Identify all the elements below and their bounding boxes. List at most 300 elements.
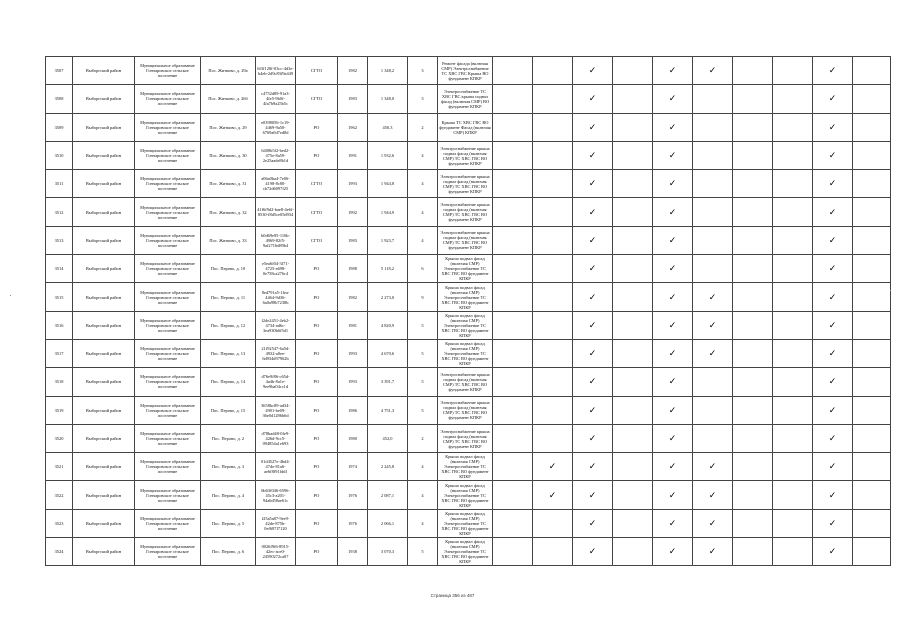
- work-cell: [653, 368, 693, 396]
- district-cell: Выборгский район: [73, 85, 135, 113]
- work-cell: [853, 481, 891, 509]
- work-cell: [853, 198, 891, 226]
- check-mark-icon: ✓: [828, 291, 837, 302]
- work-cell: [773, 339, 813, 367]
- work-cell: [653, 255, 693, 283]
- work-cell: [773, 85, 813, 113]
- work-cell: [533, 198, 573, 226]
- works-list-cell: Электроснабжение крыша подвал фасад (включая СМР) ТС ХВС ГВС ВО фундамент КПКР: [438, 424, 493, 452]
- check-mark-icon: ✓: [668, 517, 677, 528]
- floors-cell: 5: [408, 396, 438, 424]
- work-cell: [813, 113, 853, 141]
- address-cell: Пос. Перово, д. 3: [201, 453, 256, 481]
- house-guid-cell: f25a5a87-9ee9-42de-875b-0ef687f7120: [256, 509, 296, 537]
- work-cell: [813, 481, 853, 509]
- check-mark-icon: ✓: [588, 348, 597, 359]
- work-cell: [653, 481, 693, 509]
- floors-cell: 4: [408, 226, 438, 254]
- work-cell: [493, 453, 533, 481]
- work-cell: [653, 226, 693, 254]
- work-cell: [613, 198, 653, 226]
- work-cell: [613, 283, 653, 311]
- work-cell: [533, 538, 573, 566]
- house-guid-cell: b0d69e95-116b-4969-82f5-9af2716d89b4: [256, 226, 296, 254]
- district-cell: Выборгский район: [73, 538, 135, 566]
- work-cell: [733, 339, 773, 367]
- area-cell: 3 070,3: [368, 538, 408, 566]
- work-cell: [853, 424, 891, 452]
- house-guid-cell: f2de2451-4eb2-4734-ad6c-3ea930b6f5d1: [256, 311, 296, 339]
- row-number: 3510: [46, 141, 73, 169]
- management-cell: СГТО: [296, 226, 338, 254]
- work-cell: [693, 226, 733, 254]
- management-cell: РО: [296, 311, 338, 339]
- work-cell: [533, 226, 573, 254]
- year-cell: 1993: [338, 339, 368, 367]
- house-guid-cell: d76e9f86-c65d-4a4b-8a1e-9ee9ba04cc1d: [256, 368, 296, 396]
- works-list-cell: Электроснабжение крыша подвал фасад (включая СМР) ТС ХВС ГВС ВО фундамент КПКР: [438, 368, 493, 396]
- work-cell: [813, 339, 853, 367]
- work-cell: [653, 396, 693, 424]
- floors-cell: 4: [408, 481, 438, 509]
- work-cell: [733, 368, 773, 396]
- district-cell: Выборгский район: [73, 424, 135, 452]
- house-guid-cell: 0026f9f6-8915-42ec-ace0-24590272ca07: [256, 538, 296, 566]
- work-cell: [533, 170, 573, 198]
- floors-cell: 5: [408, 538, 438, 566]
- area-cell: 1 348,2: [368, 57, 408, 85]
- work-cell: [733, 453, 773, 481]
- work-cell: [493, 283, 533, 311]
- table-row: [46, 57, 891, 85]
- work-cell: [853, 283, 891, 311]
- house-guid-cell: 6b63f046-6596-45c3-a201-94a6d58ae61c: [256, 481, 296, 509]
- work-cell: [773, 255, 813, 283]
- address-cell: Пос. Житково, д. 33: [201, 226, 256, 254]
- check-mark-icon: ✓: [668, 263, 677, 274]
- check-mark-icon: ✓: [708, 319, 717, 330]
- municipality-cell: Муниципальное образование Гончаровское сельское поселение: [135, 339, 201, 367]
- management-cell: РО: [296, 255, 338, 283]
- work-cell: [493, 311, 533, 339]
- work-cell: [693, 85, 733, 113]
- area-cell: 5 118,2: [368, 255, 408, 283]
- work-cell: [693, 396, 733, 424]
- works-list-cell: Электроснабжение крыша подвал фасад (включая СМР) ТС ХВС ГВС ВО фундамент КПКР: [438, 396, 493, 424]
- work-cell: [813, 311, 853, 339]
- check-mark-icon: ✓: [588, 376, 597, 387]
- district-cell: Выборгский район: [73, 170, 135, 198]
- check-mark-icon: ✓: [828, 376, 837, 387]
- work-cell: [733, 141, 773, 169]
- check-mark-icon: ✓: [708, 291, 717, 302]
- floors-cell: 4: [408, 198, 438, 226]
- check-mark-icon: ✓: [828, 546, 837, 557]
- work-cell: [693, 453, 733, 481]
- municipality-cell: Муниципальное образование Гончаровское сельское поселение: [135, 283, 201, 311]
- work-cell: [693, 339, 733, 367]
- address-cell: Пос. Житково, д. 29: [201, 113, 256, 141]
- check-mark-icon: ✓: [588, 433, 597, 443]
- work-cell: [693, 283, 733, 311]
- row-number: 3507: [46, 57, 73, 85]
- work-cell: [573, 339, 613, 367]
- floors-cell: 5: [408, 311, 438, 339]
- area-cell: 4 820,9: [368, 311, 408, 339]
- table-row: [46, 85, 891, 113]
- work-cell: [813, 85, 853, 113]
- work-cell: [573, 226, 613, 254]
- work-cell: [813, 198, 853, 226]
- municipality-cell: Муниципальное образование Гончаровское сельское поселение: [135, 255, 201, 283]
- work-cell: [613, 509, 653, 537]
- work-cell: [853, 255, 891, 283]
- house-guid-cell: 6f3f128f-03cc-4d3e-b4eb-2d9c83f9a449: [256, 57, 296, 85]
- house-guid-cell: 3658bc89-ad34-4901-be09-36e0d1286b6d: [256, 396, 296, 424]
- work-cell: [533, 113, 573, 141]
- work-cell: [533, 255, 573, 283]
- address-cell: Пос. Перово, д. 12: [201, 311, 256, 339]
- work-cell: [653, 57, 693, 85]
- check-mark-icon: ✓: [588, 150, 597, 161]
- check-mark-icon: ✓: [668, 319, 677, 330]
- address-cell: Пос. Житково, д. 30: [201, 141, 256, 169]
- table-row: [46, 368, 891, 396]
- work-cell: [853, 170, 891, 198]
- management-cell: РО: [296, 283, 338, 311]
- check-mark-icon: ✓: [828, 206, 837, 217]
- work-cell: [533, 368, 573, 396]
- row-number: 3513: [46, 226, 73, 254]
- works-list-cell: Крыша подвал фасад (включая СМР) Электроснабжение ТС ХВС ГВС ВО фундамент КПКР: [438, 255, 493, 283]
- management-cell: СГТО: [296, 57, 338, 85]
- check-mark-icon: ✓: [588, 234, 597, 245]
- work-cell: [773, 198, 813, 226]
- work-cell: [533, 339, 573, 367]
- work-cell: [813, 141, 853, 169]
- work-cell: [733, 396, 773, 424]
- district-cell: Выборгский район: [73, 453, 135, 481]
- works-list-cell: Крыша подвал фасад (включая СМР) Электроснабжение ТС ХВС ГВС ВО фундамент КПКР: [438, 481, 493, 509]
- floors-cell: 2: [408, 424, 438, 452]
- house-guid-cell: e5ea6f04-3f71-4725-a698-0e758ca276c4: [256, 255, 296, 283]
- works-list-cell: Крыша подвал фасад (включая СМР) Электроснабжение ТС ХВС ГВС ВО фундамент КПКР: [438, 538, 493, 566]
- municipality-cell: Муниципальное образование Гончаровское сельское поселение: [135, 57, 201, 85]
- check-mark-icon: ✓: [828, 517, 837, 528]
- works-list-cell: Крыша подвал фасад (включая СМР) Электроснабжение ТС ХВС ГВС ВО фундамент КПКР: [438, 339, 493, 367]
- municipality-cell: Муниципальное образование Гончаровское сельское поселение: [135, 226, 201, 254]
- table-row: [46, 141, 891, 169]
- work-cell: [533, 141, 573, 169]
- house-guid-cell: 01d4527e-4bd4-47de-81a6-ae6f8f91fddf: [256, 453, 296, 481]
- work-cell: [493, 509, 533, 537]
- work-cell: [533, 85, 573, 113]
- address-cell: Пос. Перово, д. 10: [201, 255, 256, 283]
- work-cell: [693, 509, 733, 537]
- work-cell: [573, 57, 613, 85]
- district-cell: Выборгский район: [73, 368, 135, 396]
- address-cell: Пос. Перово, д. 4: [201, 481, 256, 509]
- row-number: 3521: [46, 453, 73, 481]
- check-mark-icon: ✓: [828, 489, 837, 500]
- address-cell: Пос. Перово, д. 2: [201, 424, 256, 452]
- work-cell: [773, 538, 813, 566]
- work-cell: [573, 509, 613, 537]
- check-mark-icon: ✓: [828, 263, 837, 274]
- work-cell: [493, 170, 533, 198]
- work-cell: [493, 198, 533, 226]
- municipality-cell: Муниципальное образование Гончаровское сельское поселение: [135, 453, 201, 481]
- work-cell: [693, 481, 733, 509]
- work-cell: [853, 396, 891, 424]
- table-row: [46, 226, 891, 254]
- area-cell: 452,0: [368, 424, 408, 452]
- check-mark-icon: ✓: [668, 348, 677, 359]
- work-cell: [493, 538, 533, 566]
- house-guid-cell: c4752d89-91a3-4fe5-9b0f-4fa7b9a25b5c: [256, 85, 296, 113]
- work-cell: [573, 481, 613, 509]
- district-cell: Выборгский район: [73, 198, 135, 226]
- floors-cell: 6: [408, 255, 438, 283]
- work-cell: [613, 170, 653, 198]
- work-cell: [573, 424, 613, 452]
- work-cell: [613, 368, 653, 396]
- work-cell: [773, 311, 813, 339]
- work-cell: [533, 453, 573, 481]
- area-cell: 1 944,9: [368, 198, 408, 226]
- address-cell: Пос. Житково, д. 29a: [201, 57, 256, 85]
- check-mark-icon: ✓: [668, 376, 677, 387]
- check-mark-icon: ✓: [548, 489, 557, 500]
- work-cell: [533, 481, 573, 509]
- area-cell: 4 751,3: [368, 396, 408, 424]
- work-cell: [733, 170, 773, 198]
- work-cell: [653, 170, 693, 198]
- work-cell: [493, 368, 533, 396]
- area-cell: 1 348,0: [368, 85, 408, 113]
- work-cell: [813, 538, 853, 566]
- works-list-cell: Крыша подвал фасад (включая СМР) Электроснабжение ТС ХВС ГВС ВО фундамент КПКР: [438, 311, 493, 339]
- district-cell: Выборгский район: [73, 481, 135, 509]
- works-list-cell: Крыша подвал фасад (включая СМР) Электроснабжение ТС ХВС ГВС ВО фундамент КПКР: [438, 453, 493, 481]
- year-cell: 1938: [338, 538, 368, 566]
- house-guid-cell: 41f6f9d2-bae8-4e6f-8530-f8d5ce05d934: [256, 198, 296, 226]
- work-cell: [853, 509, 891, 537]
- municipality-cell: Муниципальное образование Гончаровское сельское поселение: [135, 424, 201, 452]
- work-cell: [733, 509, 773, 537]
- management-cell: РО: [296, 113, 338, 141]
- district-cell: Выборгский район: [73, 396, 135, 424]
- work-cell: [693, 57, 733, 85]
- house-guid-cell: d78bad48-0fe9-426d-9cc5-094854a1e693: [256, 424, 296, 452]
- work-cell: [853, 113, 891, 141]
- check-mark-icon: ✓: [828, 404, 837, 415]
- address-cell: Пос. Житково, д. 31: [201, 170, 256, 198]
- work-cell: [733, 198, 773, 226]
- check-mark-icon: ✓: [708, 517, 717, 528]
- row-number: 3508: [46, 85, 73, 113]
- address-cell: Пос. Перово, д. 5: [201, 509, 256, 537]
- work-cell: [493, 255, 533, 283]
- work-cell: [613, 481, 653, 509]
- work-cell: [733, 85, 773, 113]
- district-cell: Выборгский район: [73, 311, 135, 339]
- district-cell: Выборгский район: [73, 113, 135, 141]
- work-cell: [573, 255, 613, 283]
- work-cell: [653, 141, 693, 169]
- work-cell: [733, 226, 773, 254]
- work-cell: [773, 368, 813, 396]
- work-cell: [493, 339, 533, 367]
- work-cell: [533, 57, 573, 85]
- check-mark-icon: ✓: [588, 93, 597, 104]
- work-cell: [853, 226, 891, 254]
- table-row: [46, 311, 891, 339]
- page-footer: Страница 356 из 487: [430, 593, 475, 598]
- district-cell: Выборгский район: [73, 57, 135, 85]
- floors-cell: 4: [408, 141, 438, 169]
- district-cell: Выборгский район: [73, 283, 135, 311]
- check-mark-icon: ✓: [588, 121, 597, 132]
- work-cell: [733, 283, 773, 311]
- address-cell: Пос. Житково, д. 26б: [201, 85, 256, 113]
- municipality-cell: Муниципальное образование Гончаровское сельское поселение: [135, 113, 201, 141]
- table-row: [46, 424, 891, 452]
- municipality-cell: Муниципальное образование Гончаровское сельское поселение: [135, 481, 201, 509]
- municipality-cell: Муниципальное образование Гончаровское сельское поселение: [135, 311, 201, 339]
- binding-mark: [10, 295, 11, 296]
- table-row: [46, 339, 891, 367]
- area-cell: 2 273,0: [368, 283, 408, 311]
- check-mark-icon: ✓: [828, 65, 837, 76]
- work-cell: [613, 57, 653, 85]
- check-mark-icon: ✓: [708, 348, 717, 359]
- area-cell: 4 670,6: [368, 339, 408, 367]
- work-cell: [693, 538, 733, 566]
- year-cell: 1980: [338, 424, 368, 452]
- works-list-cell: Крыша ТС ХВС ГВС ВО фундамент Фасад (включая СМР) КПКР: [438, 113, 493, 141]
- binding-mark: [890, 290, 891, 291]
- work-cell: [573, 141, 613, 169]
- district-cell: Выборгский район: [73, 141, 135, 169]
- work-cell: [533, 396, 573, 424]
- check-mark-icon: ✓: [708, 489, 717, 500]
- works-list-cell: Электроснабжение крыша подвал фасад (включая СМР) ТС ХВС ГВС ВО фундамент КПКР: [438, 170, 493, 198]
- year-cell: 1962: [338, 113, 368, 141]
- year-cell: 1988: [338, 255, 368, 283]
- area-cell: 2 245,8: [368, 453, 408, 481]
- work-cell: [773, 141, 813, 169]
- work-cell: [773, 57, 813, 85]
- work-cell: [613, 339, 653, 367]
- works-list-cell: Электроснабжение крыша подвал фасад (включая СМР) ТС ХВС ГВС ВО фундамент КПКР: [438, 198, 493, 226]
- work-cell: [773, 509, 813, 537]
- area-cell: 450,3: [368, 113, 408, 141]
- check-mark-icon: ✓: [668, 461, 677, 472]
- work-cell: [693, 113, 733, 141]
- check-mark-icon: ✓: [668, 291, 677, 302]
- check-mark-icon: ✓: [588, 546, 597, 557]
- work-cell: [813, 453, 853, 481]
- work-cell: [493, 226, 533, 254]
- row-number: 3511: [46, 170, 73, 198]
- table-row: [46, 113, 891, 141]
- works-list-cell: Ремонт фасада (включая СМР) Электроснабжение ТС ХВС ГВС Крыша ВО фундамент КПКР: [438, 57, 493, 85]
- year-cell: 1982: [338, 283, 368, 311]
- floors-cell: 2: [408, 113, 438, 141]
- check-mark-icon: ✓: [708, 546, 717, 557]
- floors-cell: 4: [408, 509, 438, 537]
- work-cell: [533, 509, 573, 537]
- management-cell: РО: [296, 538, 338, 566]
- work-cell: [533, 311, 573, 339]
- work-cell: [573, 396, 613, 424]
- work-cell: [493, 141, 533, 169]
- table-row: [46, 509, 891, 537]
- work-cell: [853, 368, 891, 396]
- check-mark-icon: ✓: [828, 433, 837, 443]
- check-mark-icon: ✓: [708, 461, 717, 472]
- address-cell: Пос. Перово, д. 11: [201, 283, 256, 311]
- work-cell: [733, 255, 773, 283]
- municipality-cell: Муниципальное образование Гончаровское сельское поселение: [135, 170, 201, 198]
- work-cell: [773, 481, 813, 509]
- work-cell: [813, 368, 853, 396]
- check-mark-icon: ✓: [668, 206, 677, 217]
- year-cell: 1982: [338, 57, 368, 85]
- check-mark-icon: ✓: [588, 263, 597, 274]
- check-mark-icon: ✓: [588, 404, 597, 415]
- year-cell: 1976: [338, 481, 368, 509]
- area-cell: 1 932,6: [368, 141, 408, 169]
- check-mark-icon: ✓: [668, 234, 677, 245]
- management-cell: РО: [296, 368, 338, 396]
- house-guid-cell: e0398056-1c19-4469-9a50-6769a0d7ed8d: [256, 113, 296, 141]
- work-cell: [853, 311, 891, 339]
- row-number: 3516: [46, 311, 73, 339]
- municipality-cell: Муниципальное образование Гончаровское сельское поселение: [135, 509, 201, 537]
- work-cell: [493, 396, 533, 424]
- check-mark-icon: ✓: [548, 461, 557, 472]
- year-cell: 1983: [338, 226, 368, 254]
- municipality-cell: Муниципальное образование Гончаровское сельское поселение: [135, 368, 201, 396]
- table-row: [46, 255, 891, 283]
- check-mark-icon: ✓: [668, 178, 677, 189]
- table-row: [46, 170, 891, 198]
- work-cell: [693, 368, 733, 396]
- district-cell: Выборгский район: [73, 255, 135, 283]
- work-cell: [733, 424, 773, 452]
- work-cell: [733, 538, 773, 566]
- work-cell: [773, 226, 813, 254]
- house-guid-cell: 6408b5f2-bed2-475e-8a59-2e25aade8b1d: [256, 141, 296, 169]
- management-cell: СГТО: [296, 170, 338, 198]
- table-row: [46, 198, 891, 226]
- management-cell: РО: [296, 339, 338, 367]
- work-cell: [813, 509, 853, 537]
- district-cell: Выборгский район: [73, 509, 135, 537]
- year-cell: 1976: [338, 509, 368, 537]
- row-number: 3515: [46, 283, 73, 311]
- table-row: [46, 283, 891, 311]
- row-number: 3520: [46, 424, 73, 452]
- work-cell: [533, 283, 573, 311]
- row-number: 3523: [46, 509, 73, 537]
- work-cell: [653, 339, 693, 367]
- check-mark-icon: ✓: [828, 234, 837, 245]
- work-cell: [653, 509, 693, 537]
- work-cell: [613, 85, 653, 113]
